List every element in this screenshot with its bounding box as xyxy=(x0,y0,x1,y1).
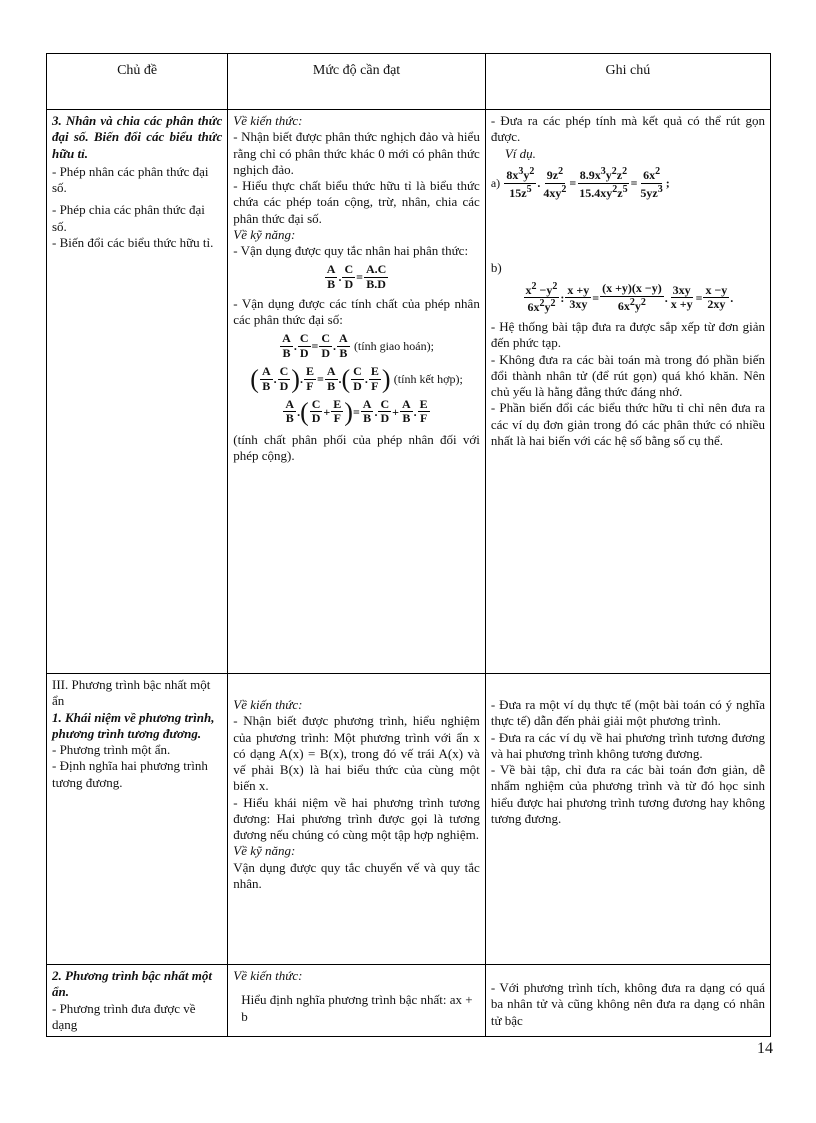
associative-note: (tính kết hợp); xyxy=(393,371,463,386)
example-a-label: a) xyxy=(490,175,501,190)
row1-topic-title: 3. Nhân và chia các phân thức đại số. Biến đổi các biểu thức hữu tỉ. xyxy=(52,113,223,161)
distributive-note: (tính chất phân phối của phép nhân đối với phép cộng). xyxy=(233,432,480,464)
example-a-formula: a) $\frac{8x^3y^2}{15z^5}$ . $\frac{9z^2}{4xy^2}$ = $\frac{8.9x^3y^2z^2}{15.4xy^2z^5}$ = $\frac{6x^2}{5yz^3}$ ; xyxy=(490,165,670,200)
row2-notes xyxy=(485,674,770,965)
knowledge-label: Về kiến thức: xyxy=(233,113,303,128)
row3-kt-p1: Hiểu định nghĩa phương trình bậc nhất: ax + b xyxy=(241,992,473,1024)
commutative-note: (tính giao hoán); xyxy=(353,339,434,354)
row3-topic xyxy=(47,965,228,1037)
row1-topic-item: - Phép chia các phân thức đại số. xyxy=(52,202,205,234)
row2-note-p1: - Đưa ra một ví dụ thực tế (một bài toán có ý nghĩa thực tế) dẫn đến phải giải một phương trình. xyxy=(490,697,765,729)
row2-kt-p1: - Nhận biết được phương trình, hiểu nghiệm của phương trình: Một phương trình với ẩn x có dạng A(x) = B(x), trong đó vế trái A(x) và vế phải B(x) là hai biểu thức của cùng một biến x. xyxy=(233,713,480,794)
row1-kt-p1: - Nhận biết được phân thức nghịch đảo và hiểu rằng chỉ có phân thức khác 0 mới có phân thức nghịch đảo. xyxy=(233,129,480,177)
header-notes: Ghi chú xyxy=(485,54,770,110)
knowledge-label: Về kiến thức: xyxy=(233,697,303,712)
row1-notes xyxy=(485,110,770,674)
commutative-formula: $\frac{A}{B}$ . $\frac{C}{D}$ = $\frac{C}{D}$ . $\frac{A}{B}$ (tính giao hoán); xyxy=(282,331,434,361)
row1-note-p3: - Không đưa ra các bài toán mà trong đó phần biến đổi thành nhân tử (để rút gọn) quá khó khăn. Nên chủ yếu là hằng đẳng thức đáng nhớ. xyxy=(490,351,765,400)
row1-kt-p2: - Hiểu thực chất biểu thức hữu tỉ là biểu thức chứa các phép toán cộng, trừ, nhân, chia các phân thức đại số. xyxy=(233,178,480,226)
row3-note-p1: - Với phương trình tích, không đưa ra dạng có quá ba nhân tử và cũng không nên đưa ra dạng có nhân tử bậc xyxy=(490,980,765,1028)
row2-kt-p2: - Hiểu khái niệm về hai phương trình tương đương: Hai phương trình được gọi là tương đương nếu chúng có cùng một tập hợp nghiệm. xyxy=(233,794,480,842)
example-b-label: b) xyxy=(490,260,502,276)
header-requirement: Mức độ cần đạt xyxy=(228,54,486,110)
row1-note-p1: - Đưa ra các phép tính mà kết quả có thể rút gọn được. xyxy=(490,113,765,145)
row1-kn-p2: - Vận dụng được các tính chất của phép nhân các phân thức đại số: xyxy=(233,295,480,328)
row1-requirement xyxy=(228,110,486,674)
example-b-formula: $\frac{x^2 -y^2}{6x^2y^2}$ : $\frac{x +y}{3xy}$ = $\frac{(x +y)(x -y)}{6x^2y^2}$ . $\frac{3xy}{x +y}$ = $\frac{x -y}{2xy}$ . xyxy=(525,280,734,315)
row3-topic-item: - Phương trình đưa được về dạng xyxy=(52,1000,196,1032)
page-number: 14 xyxy=(757,1040,773,1057)
row1-kn-p1: - Vận dụng được quy tắc nhân hai phân thức: xyxy=(233,243,469,258)
row2-topic-item: - Phương trình một ẩn. xyxy=(52,742,171,757)
row1-note-p4: - Phần biến đổi các biểu thức hữu tỉ chỉ nên đưa ra các ví dụ đơn giản trong đó các phân thức có nhiều nhất là hai biến với các hệ số bằng số cụ thể. xyxy=(490,400,765,448)
table-row xyxy=(47,110,771,674)
row3-topic-title: 2. Phương trình bậc nhất một ẩn. xyxy=(52,968,212,1000)
row2-note-p3: - Về bài tập, chỉ đưa ra các bài toán đơn giản, dễ nhẩm nghiệm của phương trình và từ đó học sinh hiểu được hai phương trình tương đương hay không tương đương. xyxy=(490,762,765,826)
example-label: Ví dụ. xyxy=(504,145,536,161)
table-header-row xyxy=(47,54,771,110)
row2-requirement xyxy=(228,674,486,965)
table-row xyxy=(47,674,771,965)
row1-note-p2: - Hệ thống bài tập đưa ra được sắp xếp từ đơn giản đến phức tạp. xyxy=(490,319,765,351)
row3-notes xyxy=(485,965,770,1037)
row2-topic xyxy=(47,674,228,965)
knowledge-label: Về kiến thức: xyxy=(233,968,303,983)
row1-topic xyxy=(47,110,228,674)
row2-topic-title: 1. Khái niệm về phương trình, phương trình tương đương. xyxy=(52,709,215,741)
distributive-formula: $\frac{A}{B}$ .( $\frac{C}{D}$ + $\frac{E}{F}$ )= $\frac{A}{B}$ . $\frac{C}{D}$ + $\frac{A}{B}$ . $\frac{E}{F}$ xyxy=(285,396,428,426)
skill-label: Về kỹ năng: xyxy=(233,843,296,859)
skill-label: Về kỹ năng: xyxy=(233,226,296,242)
row2-topic-item: - Định nghĩa hai phương trình tương đương. xyxy=(52,758,208,790)
row2-note-p2: - Đưa ra các ví dụ về hai phương trình tương đương và hai phương trình không tương đương. xyxy=(490,729,765,761)
row1-topic-item: - Biến đổi các biểu thức hữu tỉ. xyxy=(52,234,214,250)
table-row xyxy=(47,965,771,1037)
multiplication-rule-formula: $\frac{A}{B}$ . $\frac{C}{D}$ = $\frac{A.C}{B.D}$ xyxy=(326,262,387,292)
associative-formula: ( $\frac{A}{B}$ . $\frac{C}{D}$ ). $\frac{E}{F}$ = $\frac{A}{B}$ .( $\frac{C}{D}$ . $\frac{E}{F}$ ) (tính kết hợp); xyxy=(250,363,463,394)
curriculum-table xyxy=(46,53,771,1037)
row3-requirement xyxy=(228,965,486,1037)
chapter-heading: III. Phương trình bậc nhất một ẩn xyxy=(52,677,211,709)
row2-kn-p1: Vận dụng được quy tắc chuyển vế và quy tắc nhân. xyxy=(233,859,480,891)
row1-topic-item: - Phép nhân các phân thức đại số. xyxy=(52,163,209,195)
header-topic: Chủ đề xyxy=(47,54,228,110)
